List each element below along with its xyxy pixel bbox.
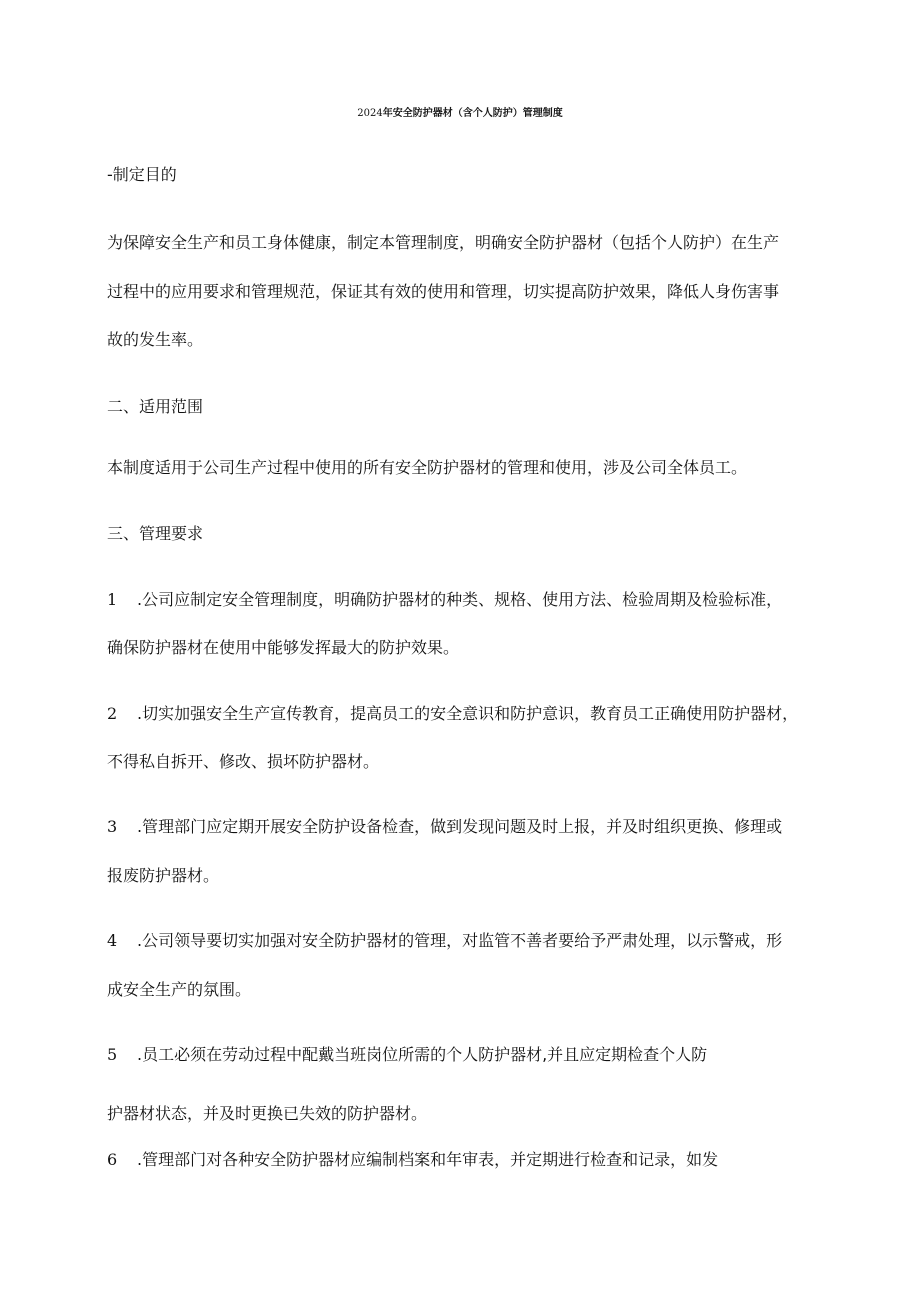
item-2-line-1 bbox=[107, 702, 798, 726]
purpose-line-2: 过程中的应用要求和管理规范，保证其有效的使用和管理，切实提高防护效果，降低人身伤害事 bbox=[107, 282, 780, 301]
item-4-line-2: 成安全生产的氛围。 bbox=[107, 980, 252, 999]
title-text: 年安全防护器材（含个人防护）管理制度 bbox=[382, 108, 563, 119]
item-2-number: 2 bbox=[107, 704, 118, 723]
requirements-heading: 三、管理要求 bbox=[107, 524, 204, 543]
item-2-text: .切实加强安全生产宣传教育，提高员工的安全意识和防护意识，教育员工正确使用防护器材， bbox=[137, 704, 799, 723]
title-year: 2024 bbox=[357, 108, 383, 119]
item-3-line-1 bbox=[107, 815, 782, 839]
item-6-line-1 bbox=[107, 1148, 718, 1172]
item-2-line-2: 不得私自拆开、修改、损坏防护器材。 bbox=[107, 752, 380, 771]
item-6-number: 6 bbox=[107, 1150, 118, 1169]
purpose-heading: -制定目的 bbox=[107, 165, 177, 184]
scope-heading: 二、适用范围 bbox=[107, 397, 204, 416]
item-3-number: 3 bbox=[107, 817, 118, 836]
purpose-line-1: 为保障安全生产和员工身体健康，制定本管理制度，明确安全防护器材（包括个人防护）在生产 bbox=[107, 233, 780, 252]
purpose-line-3: 故的发生率。 bbox=[107, 330, 204, 349]
item-3-line-2: 报废防护器材。 bbox=[107, 866, 220, 885]
item-3-text: .管理部门应定期开展安全防护设备检查，做到发现问题及时上报，并及时组织更换、修理或 bbox=[137, 817, 783, 836]
item-5-text: .员工必须在劳动过程中配戴当班岗位所需的个人防护器材,并且应定期检查个人防 bbox=[137, 1045, 708, 1064]
item-1-number: 1 bbox=[107, 590, 118, 609]
document-title bbox=[0, 101, 920, 127]
scope-line: 本制度适用于公司生产过程中使用的所有安全防护器材的管理和使用，涉及公司全体员工。 bbox=[107, 458, 748, 477]
item-5-line-1 bbox=[107, 1043, 707, 1067]
item-4-number: 4 bbox=[107, 931, 118, 950]
item-5-number: 5 bbox=[107, 1045, 118, 1064]
item-6-text: .管理部门对各种安全防护器材应编制档案和年审表，并定期进行检查和记录，如发 bbox=[137, 1150, 719, 1169]
item-4-text: .公司领导要切实加强对安全防护器材的管理，对监管不善者要给予严肃处理，以示警戒，形 bbox=[137, 931, 783, 950]
item-5-line-2: 护器材状态，并及时更换已失效的防护器材。 bbox=[107, 1104, 428, 1123]
item-1-line-2: 确保防护器材在使用中能够发挥最大的防护效果。 bbox=[107, 638, 460, 657]
item-1-line-1 bbox=[107, 588, 782, 612]
item-4-line-1 bbox=[107, 929, 782, 953]
item-1-text: .公司应制定安全管理制度，明确防护器材的种类、规格、使用方法、检验周期及检验标准， bbox=[137, 590, 783, 609]
